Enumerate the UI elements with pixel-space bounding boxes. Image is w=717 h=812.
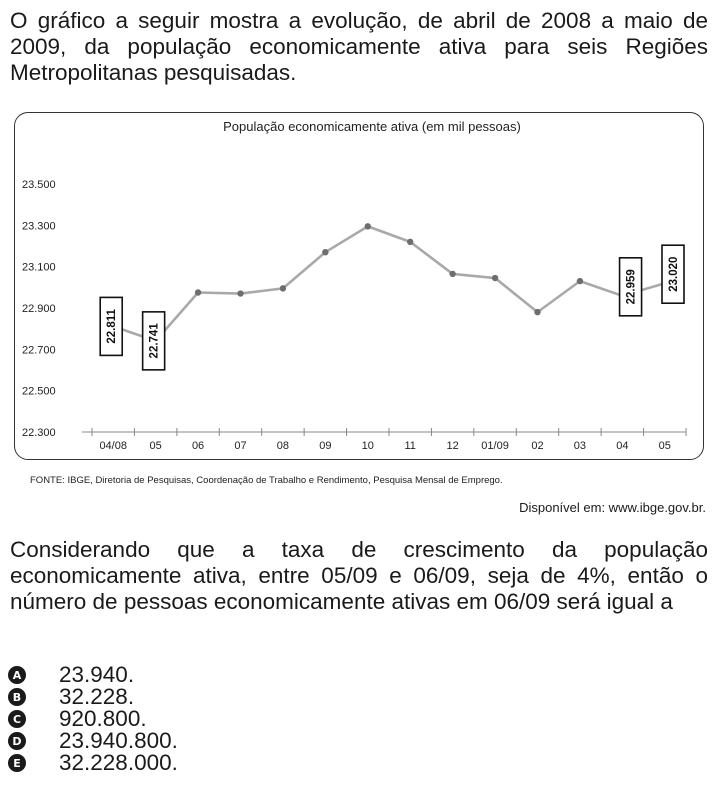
data-point-marker xyxy=(492,275,498,281)
data-point-marker xyxy=(195,289,201,295)
x-tick-label: 09 xyxy=(319,440,332,452)
answer-options xyxy=(8,664,178,774)
chart-source: FONTE: IBGE, Diretoria de Pesquisas, Coordenação de Trabalho e Rendimento, Pesquisa Mensal de Emprego. xyxy=(30,475,503,486)
question-text: Considerando que a taxa de crescimento da população economicamente ativa, entre 05/09 e 06/09, seja de 4%, então o número de pessoas economicamente ativas em 06/09 será igual a xyxy=(10,537,708,614)
data-point-marker xyxy=(534,309,540,315)
x-tick-label: 08 xyxy=(276,440,290,452)
series-line xyxy=(113,226,665,340)
x-tick-label: 12 xyxy=(446,440,459,452)
option-letter-badge: E xyxy=(8,754,26,772)
y-tick-label: 22.300 xyxy=(22,427,56,439)
option-a[interactable] xyxy=(8,664,178,686)
option-letter-badge: A xyxy=(8,666,26,684)
line-chart xyxy=(14,112,704,460)
x-tick-label: 05 xyxy=(658,440,671,452)
data-point-marker xyxy=(365,223,371,229)
intro-paragraph: O gráfico a seguir mostra a evolução, de abril de 2008 a maio de 2009, da população economicamente ativa para seis Regiões Metropolitanas pesquisadas. xyxy=(10,8,708,85)
option-letter-badge: B xyxy=(8,688,26,706)
chart-title: População economicamente ativa (em mil pessoas) xyxy=(223,119,521,134)
data-point-marker xyxy=(322,249,328,255)
option-text: 32.228.000. xyxy=(59,750,178,775)
option-letter-badge: C xyxy=(8,710,26,728)
data-point-marker xyxy=(407,239,413,245)
data-label: 22.811 xyxy=(106,309,119,344)
y-tick-label: 22.700 xyxy=(22,344,56,357)
option-c[interactable] xyxy=(8,708,178,730)
x-tick-label: 05 xyxy=(149,440,162,452)
option-b[interactable] xyxy=(8,686,178,708)
data-label: 22.959 xyxy=(625,269,638,305)
data-point-marker xyxy=(577,278,583,284)
y-tick-label: 23.100 xyxy=(22,261,56,274)
x-tick-label: 11 xyxy=(404,440,416,452)
y-tick-label: 23.300 xyxy=(22,220,56,233)
x-tick-label: 04 xyxy=(616,440,629,452)
x-tick-label: 07 xyxy=(234,440,247,452)
option-text: 23.940.800. xyxy=(59,728,178,753)
y-tick-label: 23.500 xyxy=(22,179,56,191)
option-text: 23.940. xyxy=(59,662,135,687)
data-label: 22.741 xyxy=(148,323,161,359)
data-point-marker xyxy=(449,271,455,277)
option-e[interactable] xyxy=(8,752,178,774)
x-tick-label: 01/09 xyxy=(481,440,509,452)
y-tick-label: 22.900 xyxy=(22,303,56,315)
data-label: 23.020 xyxy=(668,256,680,292)
x-tick-label: 10 xyxy=(361,440,374,452)
x-tick-label: 02 xyxy=(531,440,544,452)
x-tick-label: 04/08 xyxy=(99,440,127,452)
data-point-marker xyxy=(280,285,286,291)
availability-note: Disponível em: www.ibge.gov.br. xyxy=(519,500,706,515)
option-letter-badge: D xyxy=(8,732,26,750)
option-text: 920.800. xyxy=(59,706,147,731)
x-tick-label: 06 xyxy=(191,440,205,452)
x-tick-label: 03 xyxy=(573,440,587,452)
option-d[interactable] xyxy=(8,730,178,752)
y-tick-label: 22.500 xyxy=(22,385,56,398)
option-text: 32.228. xyxy=(59,684,135,709)
data-point-marker xyxy=(237,290,243,296)
